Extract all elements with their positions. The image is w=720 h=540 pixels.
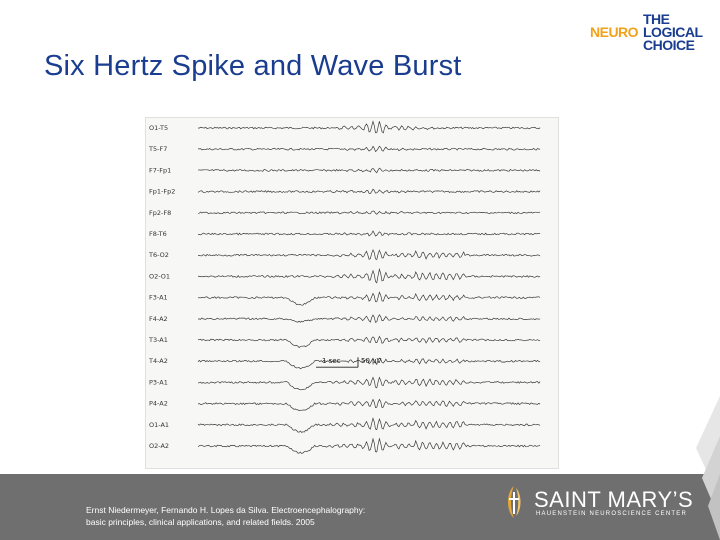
channel-label: T4-A2 [149,357,168,366]
eeg-trace [198,269,540,283]
neurological-choice-logo [588,8,714,54]
logo-the: THE [643,11,670,27]
calibration-amplitude: 50 μV [361,357,382,366]
channel-label: O2-A2 [149,442,170,450]
channel-label: P3-A1 [149,378,168,387]
logo-choice: CHOICE [643,37,695,53]
channel-label: O2-O1 [149,272,171,281]
citation-line-2: basic principles, clinical applications, and related fields. 2005 [86,517,315,527]
channel-label: Fp2-F8 [149,208,172,217]
channel-label: O1-T5 [149,124,169,132]
saint-marys-subtitle: HAUENSTEIN NEUROSCIENCE CENTER [536,511,688,517]
channel-label: T5-F7 [149,145,168,154]
channel-label: T6-O2 [149,251,169,260]
eeg-trace [198,336,540,347]
decorative-chevrons-icon [682,396,720,540]
logo-logical: LOGICAL [643,24,703,40]
eeg-trace [198,377,540,389]
channel-label: F7-Fp1 [149,166,172,175]
citation [86,504,446,528]
eeg-trace [198,399,540,410]
channel-label: Fp1-Fp2 [149,187,176,196]
eeg-trace [198,292,540,305]
slide-title: Six Hertz Spike and Wave Burst [44,50,462,82]
saint-marys-name: SAINT MARY’S [534,487,694,512]
channel-label: P4-A2 [149,399,168,408]
eeg-trace [198,168,540,173]
calibration-time: 1 sec [322,357,341,366]
eeg-trace [198,439,540,454]
eeg-tracings [146,118,558,468]
eeg-trace [198,418,540,432]
eeg-trace [198,231,540,236]
eeg-figure [145,117,559,469]
eeg-trace [198,189,540,193]
eeg-trace [198,315,540,323]
channel-label: F8-T6 [149,230,167,238]
eeg-trace [198,121,540,133]
channel-label: F4-A2 [149,314,168,323]
channel-label: O1-A1 [149,420,170,429]
citation-line-1: Ernst Niedermeyer, Fernando H. Lopes da Silva. Electroencephalography: [86,505,366,515]
eeg-trace [198,211,540,214]
saint-marys-emblem-icon [500,484,528,520]
eeg-trace [198,250,540,260]
channel-label: F3-A1 [149,293,168,302]
channel-label: T3-A1 [149,336,168,344]
logo-neuro: NEURO [590,24,639,40]
eeg-trace [198,146,540,151]
